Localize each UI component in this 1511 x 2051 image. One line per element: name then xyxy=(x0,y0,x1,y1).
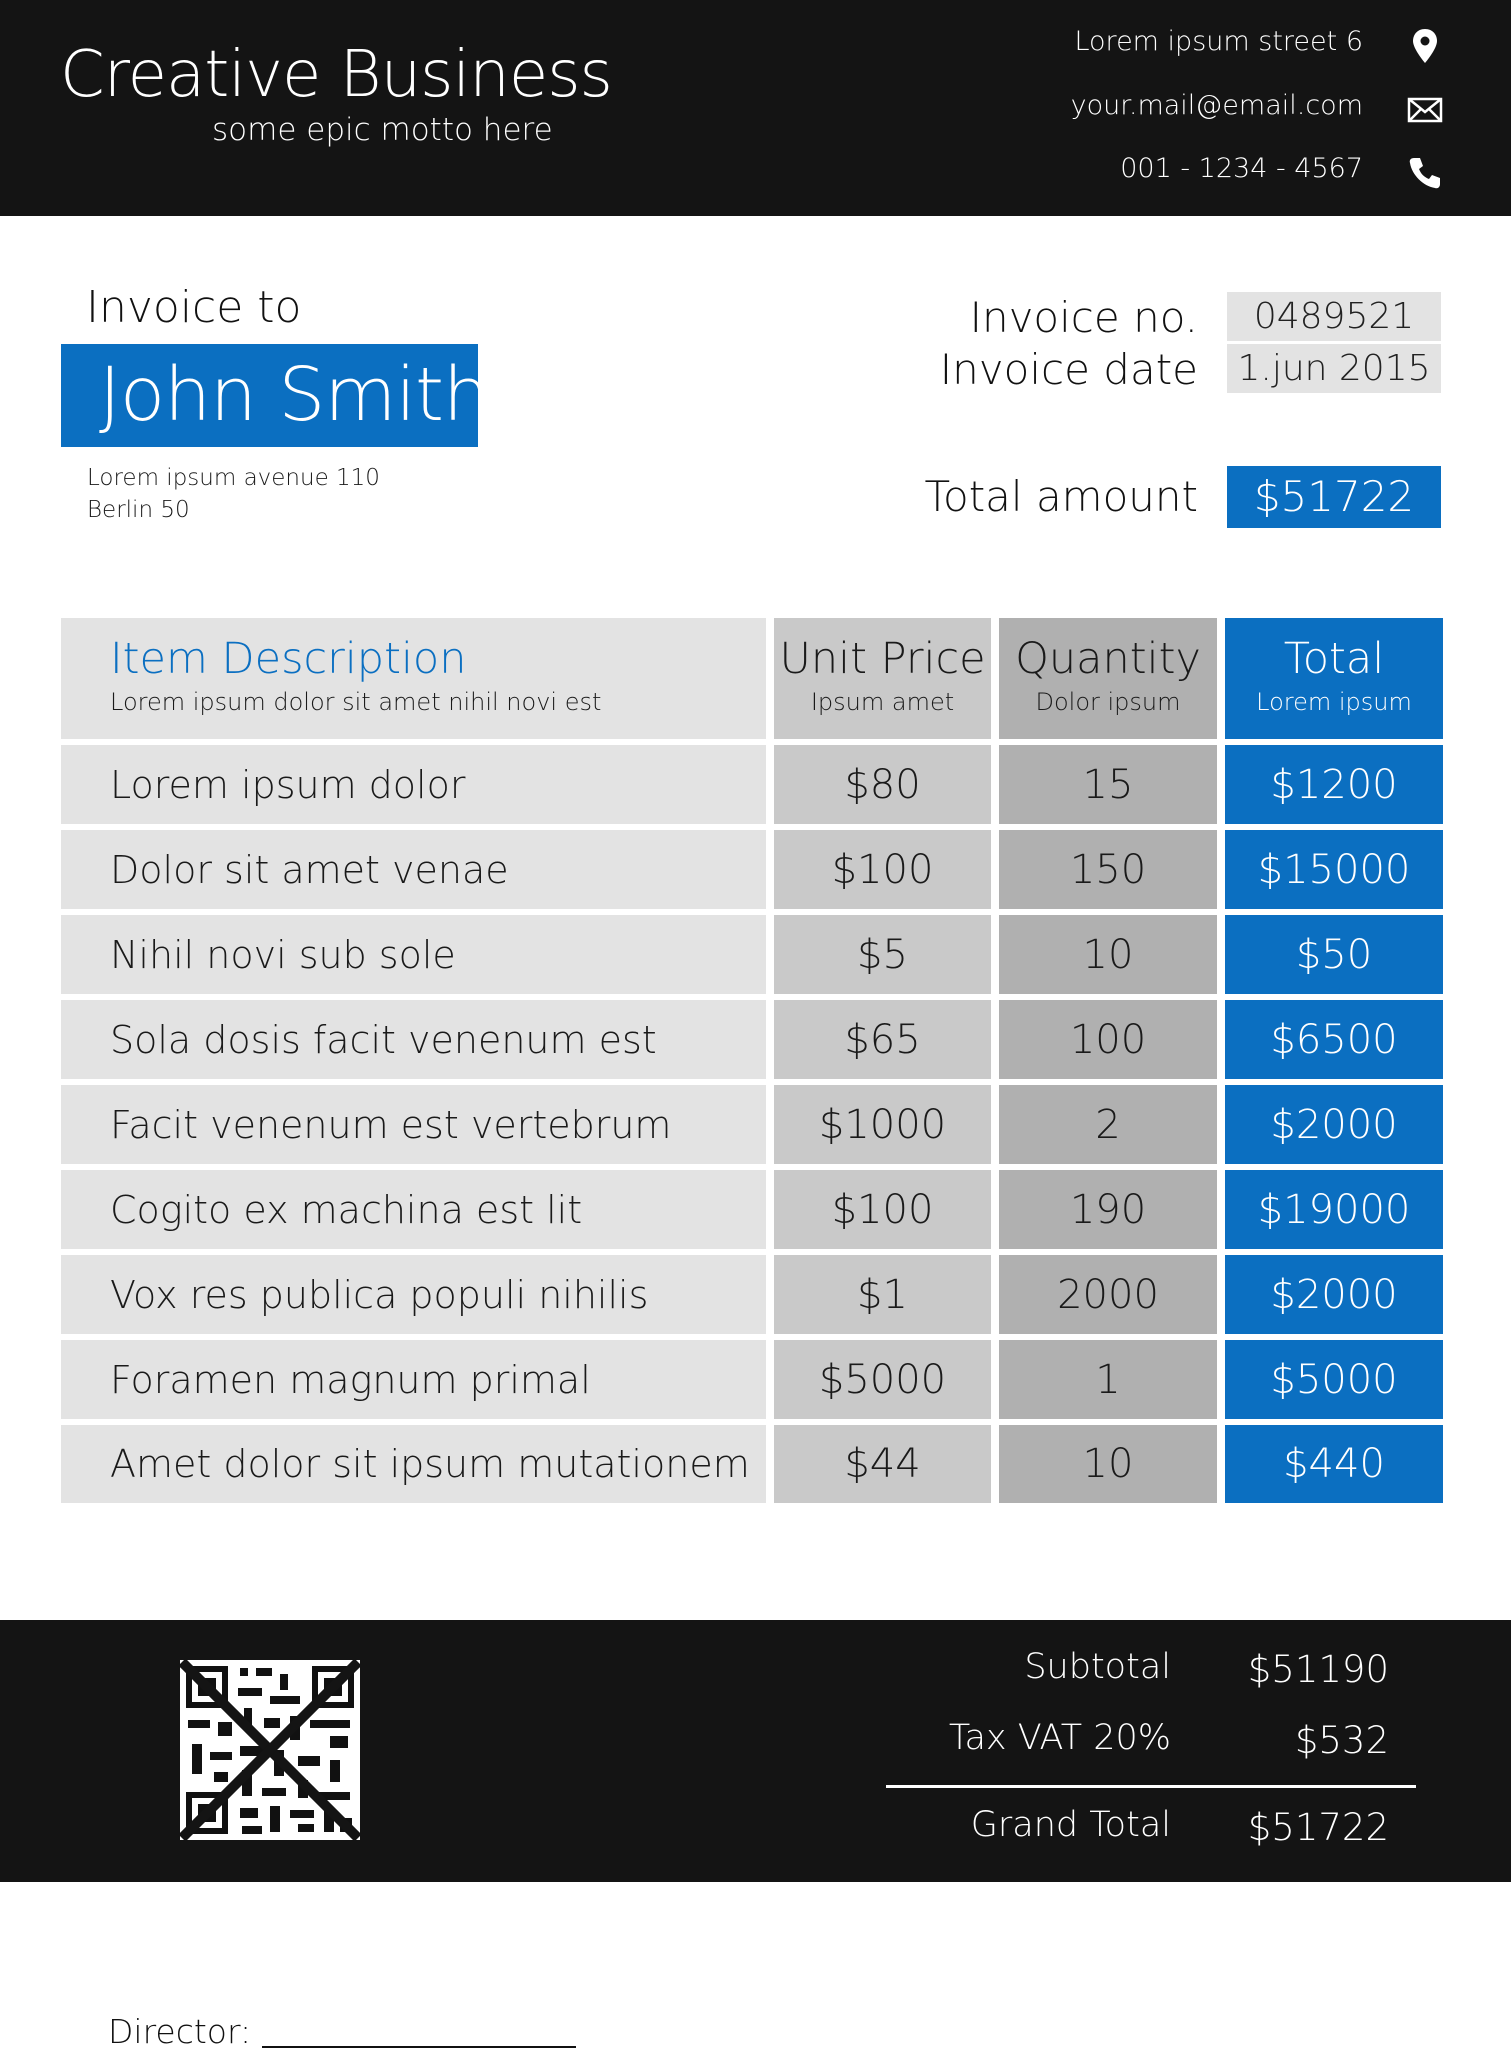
subtotal-label: Subtotal xyxy=(1024,1647,1171,1687)
row-unit-price: $100 xyxy=(831,846,934,893)
header-unit-price xyxy=(774,618,991,739)
row-description: Facit venenum est vertebrum xyxy=(110,1102,672,1147)
row-quantity: 1 xyxy=(1095,1356,1121,1403)
total-amount-label: Total amount xyxy=(924,472,1198,521)
header-quantity xyxy=(999,618,1217,739)
row-description: Amet dolor sit ipsum mutationem xyxy=(110,1442,750,1486)
row-total: $6500 xyxy=(1270,1016,1398,1063)
invoice-number-value: 0489521 xyxy=(1227,292,1441,341)
phone-icon xyxy=(1405,153,1445,193)
subtotal-value: $51190 xyxy=(1247,1648,1389,1691)
summary-divider xyxy=(886,1785,1416,1788)
header-total xyxy=(1225,618,1443,739)
brand-name: Creative Business xyxy=(60,38,612,112)
row-unit-price: $1000 xyxy=(818,1101,947,1148)
row-total: $1200 xyxy=(1270,761,1398,808)
grand-total-value: $51722 xyxy=(1247,1806,1389,1849)
header-quantity-sub: Dolor ipsum xyxy=(1035,688,1181,716)
header-unit-price-title: Unit Price xyxy=(779,634,986,684)
qr-code-icon xyxy=(180,1660,360,1840)
client-name-box xyxy=(61,344,489,447)
contact-phone[interactable]: 001 - 1234 - 4567 xyxy=(1120,153,1363,184)
header-description-title: Item Description xyxy=(110,634,467,684)
row-description: Sola dosis facit venenum est xyxy=(110,1017,657,1062)
row-description: Cogito ex machina est lit xyxy=(110,1187,583,1232)
row-total: $440 xyxy=(1283,1441,1385,1487)
row-total: $15000 xyxy=(1257,846,1411,893)
contact-address: Lorem ipsum street 6 xyxy=(1074,26,1363,57)
client-address-line1: Lorem ipsum avenue 110 xyxy=(87,465,380,491)
header-total-title: Total xyxy=(1283,634,1385,684)
total-amount-value: $51722 xyxy=(1227,466,1441,528)
row-description: Dolor sit amet venae xyxy=(110,847,509,892)
row-total: $19000 xyxy=(1257,1186,1411,1233)
invoice-to-label: Invoice to xyxy=(86,282,302,333)
row-quantity: 2 xyxy=(1095,1101,1121,1148)
row-quantity: 10 xyxy=(1082,1441,1134,1487)
envelope-icon xyxy=(1405,90,1445,130)
header-quantity-title: Quantity xyxy=(1015,634,1201,684)
invoice-number-label: Invoice no. xyxy=(969,293,1198,342)
location-pin-icon xyxy=(1405,26,1445,66)
invoice-date-label: Invoice date xyxy=(939,345,1198,394)
contact-email[interactable]: your.mail@email.com xyxy=(1070,90,1363,121)
header-unit-price-sub: Ipsum amet xyxy=(810,688,955,716)
row-unit-price: $5 xyxy=(857,931,908,978)
client-address-line2: Berlin 50 xyxy=(87,497,190,523)
director-label: Director: xyxy=(108,2012,252,2051)
row-unit-price: $44 xyxy=(844,1441,921,1487)
row-quantity: 10 xyxy=(1082,931,1134,978)
client-name: John Smith xyxy=(99,352,489,438)
row-unit-price: $5000 xyxy=(818,1356,947,1403)
row-unit-price: $65 xyxy=(844,1016,921,1063)
brand-motto: some epic motto here xyxy=(212,112,553,148)
header-total-sub: Lorem ipsum xyxy=(1256,688,1412,716)
row-quantity: 15 xyxy=(1082,761,1134,808)
row-unit-price: $80 xyxy=(844,761,921,808)
row-quantity: 190 xyxy=(1069,1186,1147,1233)
row-quantity: 2000 xyxy=(1057,1271,1159,1318)
row-description: Foramen magnum primal xyxy=(110,1357,591,1402)
row-total: $2000 xyxy=(1270,1101,1398,1148)
tax-value: $532 xyxy=(1294,1719,1389,1762)
invoice-date-value: 1.jun 2015 xyxy=(1227,344,1441,393)
header-description-sub: Lorem ipsum dolor sit amet nihil novi est xyxy=(110,688,602,716)
row-unit-price: $1 xyxy=(857,1271,908,1318)
row-total: $2000 xyxy=(1270,1271,1398,1318)
row-description: Nihil novi sub sole xyxy=(110,932,456,977)
row-quantity: 100 xyxy=(1069,1016,1147,1063)
header-description xyxy=(61,618,766,739)
row-description: Lorem ipsum dolor xyxy=(110,762,466,807)
row-total: $50 xyxy=(1295,931,1373,978)
row-description: Vox res publica populi nihilis xyxy=(110,1272,649,1317)
row-unit-price: $100 xyxy=(831,1186,934,1233)
row-total: $5000 xyxy=(1270,1356,1398,1403)
row-quantity: 150 xyxy=(1069,846,1147,893)
grand-total-label: Grand Total xyxy=(970,1805,1171,1845)
tax-label: Tax VAT 20% xyxy=(948,1718,1171,1758)
